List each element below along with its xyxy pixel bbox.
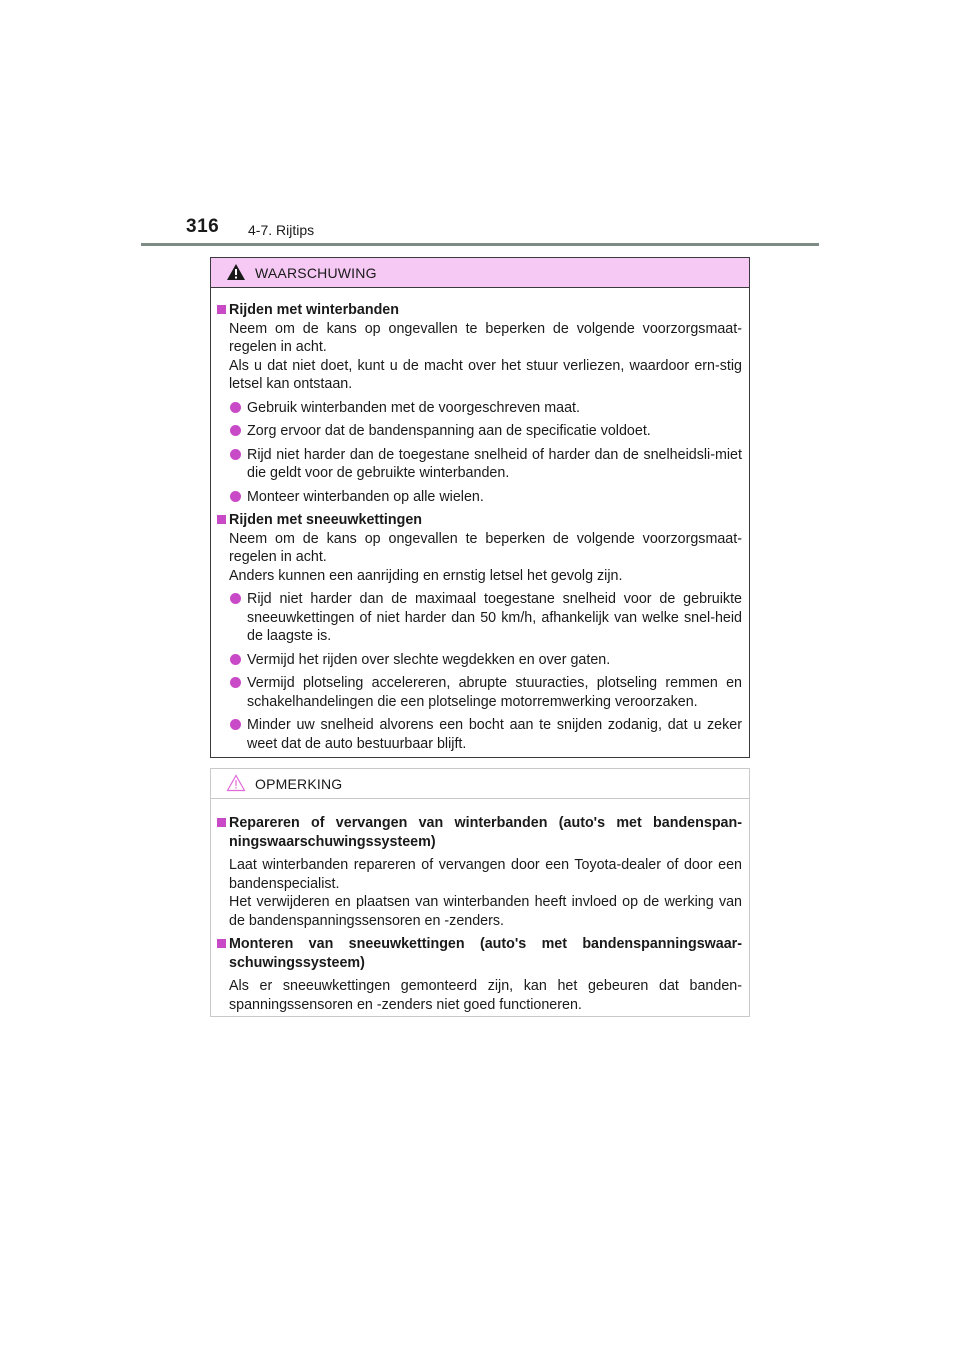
round-bullet-icon	[230, 677, 241, 688]
warning-header	[211, 258, 749, 288]
list-item-text: Minder uw snelheid alvorens een bocht aan te snijden zodanig, dat u zeker weet dat de auto bestuurbaar blijft.	[247, 717, 742, 752]
header-rule	[141, 243, 819, 246]
list-item	[229, 716, 742, 753]
square-bullet-icon	[217, 515, 226, 524]
warning-section-winter-tires	[217, 301, 742, 506]
warning-label: WAARSCHUWING	[255, 265, 377, 281]
paragraph: Als u dat niet doet, kunt u de macht over het stuur verliezen, waardoor ern-stig letsel kan ontstaan.	[229, 357, 742, 392]
round-bullet-icon	[230, 491, 241, 502]
round-bullet-icon	[230, 425, 241, 436]
list-item-text: Gebruik winterbanden met de voorgeschreven maat.	[247, 399, 580, 416]
list-item-text: Monteer winterbanden op alle wielen.	[247, 488, 484, 505]
list-item-text: Vermijd plotseling accelereren, abrupte stuuracties, plotseling remmen en schakelhandelingen die een plotselinge motorremwerking veroorzaken.	[247, 675, 742, 710]
list-item	[229, 488, 742, 507]
section-title-winter-tire-repair: Repareren of vervangen van winterbanden (auto's met bandenspan-ningswaarschuwingssysteem)	[229, 815, 742, 850]
square-bullet-icon	[217, 939, 226, 948]
notice-section-snow-chain-mounting	[217, 935, 742, 1014]
round-bullet-icon	[230, 593, 241, 604]
warning-section-snow-chains	[217, 511, 742, 753]
paragraph: Neem om de kans op ongevallen te beperken de volgende voorzorgsmaat-regelen in acht.	[229, 320, 742, 355]
notice-section-winter-tire-repair	[217, 814, 742, 930]
section-title-snow-chain-mounting: Monteren van sneeuwkettingen (auto's met bandenspanningswaar-schuwingssysteem)	[229, 936, 742, 971]
square-bullet-icon	[217, 305, 226, 314]
section-title: 4-7. Rijtips	[248, 222, 315, 238]
round-bullet-icon	[230, 719, 241, 730]
section-title-winter-tires: Rijden met winterbanden	[229, 302, 399, 318]
warning-triangle-icon	[226, 263, 246, 286]
list-item-text: Rijd niet harder dan de toegestane snelheid of harder dan de snelheidsli-miet die geldt voor de gebruikte winterbanden.	[247, 446, 742, 481]
notice-label: OPMERKING	[255, 776, 343, 792]
list-item	[229, 590, 742, 646]
list-item	[229, 446, 742, 483]
caution-triangle-outline-icon	[226, 774, 246, 797]
list-item-text: Zorg ervoor dat de bandenspanning aan de specificatie voldoet.	[247, 423, 651, 439]
round-bullet-icon	[230, 449, 241, 460]
list-item	[229, 422, 742, 441]
notice-box	[210, 768, 750, 1017]
paragraph: Neem om de kans op ongevallen te beperken de volgende voorzorgsmaat-regelen in acht.	[229, 530, 742, 565]
paragraph: Anders kunnen een aanrijding en ernstig letsel het gevolg zijn.	[229, 567, 623, 584]
warning-box	[210, 257, 750, 758]
paragraph: Als er sneeuwkettingen gemonteerd zijn, kan het gebeuren dat banden-spanningssensoren en -zenders niet goed functioneren.	[229, 978, 742, 1013]
page-number: 316	[186, 216, 220, 237]
paragraph: Laat winterbanden repareren of vervangen door een Toyota-dealer of door een bandenspecialist.	[229, 857, 742, 892]
list-item	[229, 674, 742, 711]
paragraph: Het verwijderen en plaatsen van winterbanden heeft invloed op de werking van de bandenspanningssensoren en -zenders.	[229, 894, 742, 929]
square-bullet-icon	[217, 818, 226, 827]
list-item-text: Rijd niet harder dan de maximaal toegestane snelheid voor de gebruikte sneeuwkettingen of niet harder dan 50 km/h, afhankelijk van welke snel-heid de laagste is.	[247, 591, 742, 644]
list-item	[229, 651, 742, 670]
notice-header	[211, 769, 749, 799]
list-item-text: Vermijd het rijden over slechte wegdekken en over gaten.	[247, 651, 611, 668]
round-bullet-icon	[230, 654, 241, 665]
section-title-snow-chains: Rijden met sneeuwkettingen	[229, 512, 423, 528]
round-bullet-icon	[230, 402, 241, 413]
list-item	[229, 399, 742, 418]
